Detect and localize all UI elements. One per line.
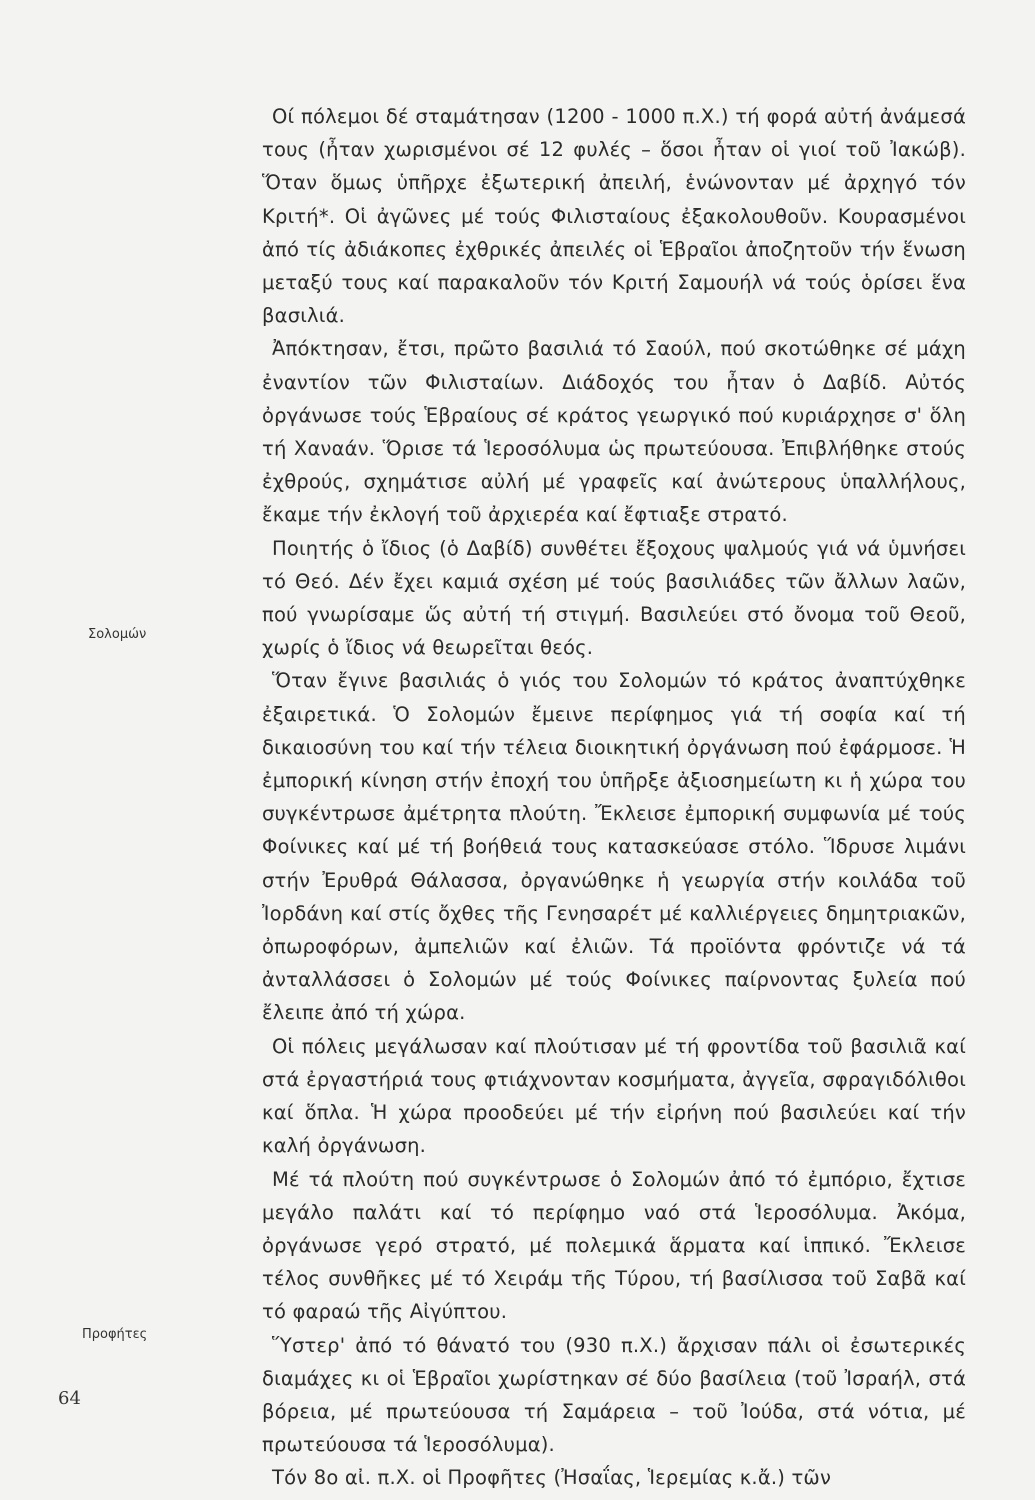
page-number: 64 — [58, 1388, 81, 1409]
paragraph-david-poet: Ποιητής ὁ ἴδιος (ὁ Δαβίδ) συνθέτει ἔξοχους ψαλμούς γιά νά ὑμνήσει τό Θεό. Δέν ἔχει καμιά σχέση μέ τούς βασιλιάδες τῶν ἄλλων λαῶν, πού γνωρίσαμε ὥς αὐτή τή στιγμή. Βασιλεύει στό ὄνομα τοῦ Θεοῦ, χωρίς ὁ ἴδιος νά θεωρεῖται θεός. — [262, 536, 966, 660]
margin-note-solomon: Σολομών — [88, 627, 147, 642]
paragraph-solomon: Ὅταν ἔγινε βασιλιάς ὁ γιός του Σολομών τό κράτος ἀναπτύχθηκε ἐξαιρετικά. Ὁ Σολομών ἔμεινε περίφημος γιά τή σοφία καί τή δικαιοσύνη του καί τήν τέλεια διοικητική ὀργάνωση πού ἐφάρμοσε. Ἡ ἐμπορική κίνηση στήν ἐποχή του ὑπῆρξε ἀξιοσημείωτη κι ἡ χώρα του συγκέντρωσε ἀμέτρητα πλούτη. Ἔκλεισε ἐμπορική συμφωνία μέ τούς Φοίνικες καί μέ τή βοήθειά τους κατασκεύασε στόλο. Ἵδρυσε λιμάνι στήν Ἐρυθρά Θάλασσα, ὀργανώθηκε ἡ γεωργία στήν κοιλάδα τοῦ Ἰορδάνη καί στίς ὄχθες τῆς Γενησαρέτ μέ καλλιέργειες δημητριακῶν, ὀπωροφόρων, ἀμπελιῶν καί ἐλιῶν. Τά προϊόντα φρόντιζε νά τά ἀνταλλάσσει ὁ Σολομών μέ τούς Φοίνικες παίρνοντας ξυλεία πού ἔλειπε ἀπό τή χώρα. — [262, 669, 966, 1025]
paragraph-division: Ὕστερ' ἀπό τό θάνατό του (930 π.Χ.) ἄρχισαν πάλι οἱ ἐσωτερικές διαμάχες κι οἱ Ἑβραῖοι χωρίστηκαν σέ δύο βασίλεια (τοῦ Ἰσραήλ, στά βόρεια, μέ πρωτεύουσα τή Σαμάρεια – τοῦ Ἰούδα, στά νότια, μέ πρωτεύουσα τά Ἱεροσόλυμα). — [262, 1333, 966, 1457]
paragraph-palace-temple: Μέ τά πλούτη πού συγκέντρωσε ὁ Σολομών ἀπό τό ἐμπόριο, ἔχτισε μεγάλο παλάτι καί τό περίφημο ναό στά Ἱεροσόλυμα. Ἀκόμα, ὀργάνωσε γερό στρατό, μέ πολεμικά ἅρματα καί ἱππικό. Ἔκλεισε τέλος συνθῆκες μέ τό Χειράμ τῆς Τύρου, τή βασίλισσα τοῦ Σαβᾶ καί τό φαραώ τῆς Αἰγύπτου. — [262, 1167, 966, 1324]
paragraph-cities: Οἱ πόλεις μεγάλωσαν καί πλούτισαν μέ τή φροντίδα τοῦ βασιλιᾶ καί στά ἐργαστήριά τους φτιάχνονταν κοσμήματα, ἀγγεῖα, σφραγιδόλιθοι καί ὅπλα. Ἡ χώρα προοδεύει μέ τήν εἰρήνη πού βασιλεύει καί τήν καλή ὀργάνωση. — [262, 1034, 966, 1158]
paragraph-saul-david: Ἀπόκτησαν, ἔτσι, πρῶτο βασιλιά τό Σαούλ, πού σκοτώθηκε σέ μάχη ἐναντίον τῶν Φιλισταίων. Διάδοχός του ἦταν ὁ Δαβίδ. Αὐτός ὀργάνωσε τούς Ἑβραίους σέ κράτος γεωργικό πού κυριάρχησε σ' ὅλη τή Χαναάν. Ὅρισε τά Ἱεροσόλυμα ὡς πρωτεύουσα. Ἐπιβλήθηκε στούς ἐχθρούς, σχημάτισε αὐλή μέ γραφεῖς καί ἀνώτερους ὑπαλλήλους, ἔκαμε τήν ἐκλογή τοῦ ἀρχιερέα καί ἔφτιαξε στρατό. — [262, 337, 966, 527]
margin-note-prophets: Προφήτες — [82, 1327, 148, 1342]
main-text-column — [262, 100, 966, 1495]
paragraph-judges: Οί πόλεμοι δέ σταμάτησαν (1200 - 1000 π.Χ.) τή φορά αὐτή ἀνάμεσά τους (ἦταν χωρισμένοι σέ 12 φυλές – ὅσοι ἦταν οἱ γιοί τοῦ Ἰακώβ). Ὅταν ὅμως ὑπῆρχε ἐξωτερική ἀπειλή, ἑνώνονταν μέ ἀρχηγό τόν Κριτή*. Οἱ ἀγῶνες μέ τούς Φιλισταίους ἐξακολουθοῦν. Κουρασμένοι ἀπό τίς ἀδιάκοπες ἐχθρικές ἀπειλές οἱ Ἑβραῖοι ἀποζητοῦν τήν ἕνωση μεταξύ τους καί παρακαλοῦν τόν Κριτή Σαμουήλ νά τούς ὁρίσει ἕνα βασιλιά. — [262, 105, 966, 328]
paragraph-prophets: Τόν 8ο αἰ. π.Χ. οἱ Προφῆτες (Ἠσαΐας, Ἱερεμίας κ.ἄ.) τῶν — [272, 1466, 832, 1490]
